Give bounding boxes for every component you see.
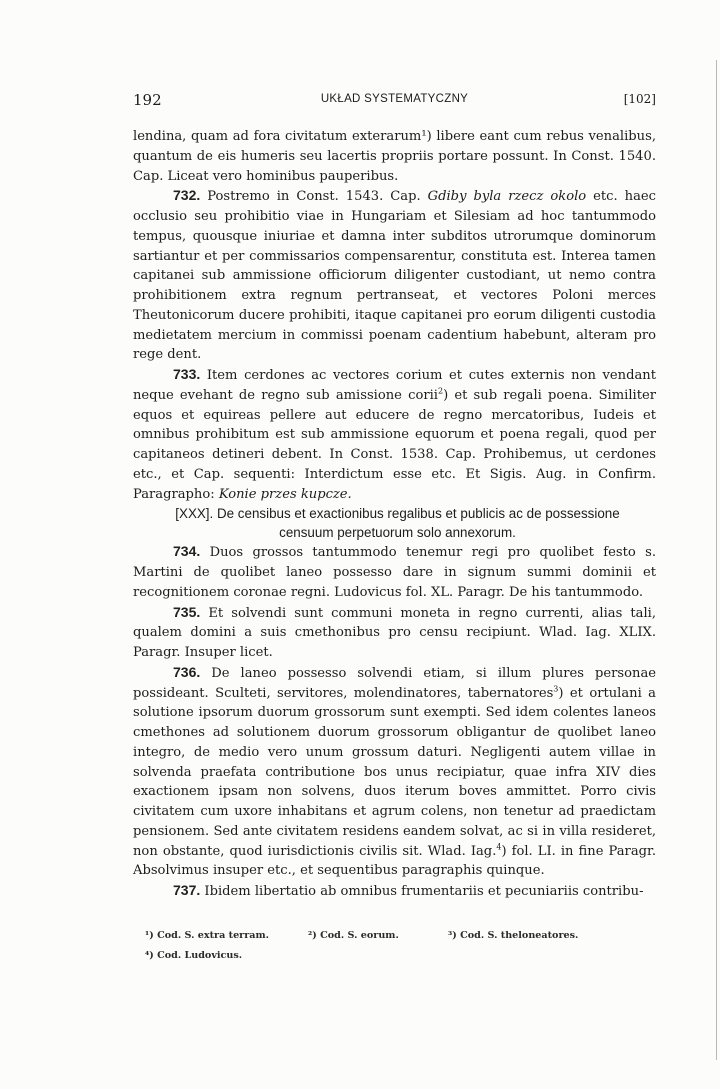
footnotes: [145, 926, 625, 966]
running-title: UKŁAD SYSTEMATYCZNY: [320, 93, 469, 105]
polish-incipit: Gdiby byla rzecz okolo: [427, 189, 587, 205]
paragraph-734: [133, 542, 656, 602]
paragraph-text: ) fol. LI. in fine Paragr. Absolvimus insuper etc., et sequentibus paragraphis quinque.: [133, 843, 656, 879]
paragraph-number: 736 .: [173, 664, 200, 680]
paragraph-number: 732 .: [173, 187, 200, 203]
page-edge-line: [716, 60, 717, 1060]
footnote-1: ¹) Cod. S. extra terram.: [145, 930, 269, 941]
polish-incipit: Konie przes kupcze.: [218, 486, 352, 502]
paragraph-text: Ibidem libertatio ab omnibus frumentariis et pecuniariis contribu-: [200, 884, 644, 899]
paragraph-text: Duos grossos tantummodo tenemur regi pro quolibet festo s. Martini de quolibet laneo possesso dare in signum summi dominii et recognitionem coronae regni. Ludovicus fol. XL. Paragr. De his tantummodo.: [133, 545, 656, 600]
paragraph-continued: lendina, quam ad fora civitatum exterarum¹) libere eant cum rebus venalibus, quantum de eis humeris seu lacertis propriis portare possunt. In Const. 1540. Cap. Liceat vero hominibus pauperibus.: [133, 129, 656, 184]
paragraph-number: 737 .: [173, 882, 200, 898]
paragraph-text: Et solvendi sunt communi moneta in regno currenti, alias tali, qualem domini a suis cmethonibus pro censu recipiunt. Wlad. Iag. XLIX. Paragr. Insuper licet.: [133, 605, 656, 660]
footnote-3: ³) Cod. S. theloneatores.: [448, 930, 579, 941]
footnote-ref: 2: [437, 386, 444, 396]
page-number: 192: [133, 91, 162, 109]
section-number: [102]: [623, 92, 656, 106]
paragraph-text: ) et ortulani a solutione ipsorum duorum grossorum sunt exempti. Sed idem colentes laneos cmethones ad solutionem duorum grossorum obligantur de quolibet laneo integro, de medio vero unum grossum daturi. Negligenti autem villae in solvenda praefata contributione bos unus recipiatur, quae infra XIV dies exactionem ipsam non solvens, duos iterum boves ammittet. Porro civis civitatem cum uxore inhabitans et agrum colens, non tenetur ad praedictam pensionem. Sed ante civitatem residens eandem solvat, ac si in villa resideret, non obstante, quod iurisdictionis civilis sit. Wlad. Iag.: [133, 685, 656, 859]
paragraph-737: [133, 881, 656, 902]
paragraph-text: Postremo in Const. 1543. Cap.: [200, 189, 428, 205]
paragraph-735: [133, 603, 656, 663]
paragraph-number: 735 .: [173, 604, 200, 620]
section-heading: [XXX]. De censibus et exactionibus regalibus et publicis ac de possessione censuum perpetuorum solo annexorum.: [175, 506, 620, 541]
body-text: [133, 127, 656, 902]
footnote-ref: 3: [553, 684, 559, 694]
running-header: [133, 91, 656, 111]
footnote-2: ²) Cod. S. eorum.: [308, 930, 399, 941]
footnote-ref: 4: [496, 842, 502, 852]
paragraph-number: 733 .: [173, 366, 200, 382]
footnote-4: ⁴) Cod. Ludovicus.: [145, 950, 243, 961]
paragraph-736: [133, 663, 656, 881]
paragraph-text: etc. haec occlusio seu prohibitio viae in Hungariam et Silesiam ad hoc tantummodo tempus, quousque iniuriae et damna inter subditos utrorumque dominorum sartiantur et per commissarios compensarentur, constituta est. Interea tamen capitanei sub ammissione officiorum diligenter custodiant, ut nemo contra prohibitionem extra regnum pertranseat, et vectores Poloni merces Theutonicorum ducere prohibiti, itaque capitanei pro eorum diligenti custodia medietatem mercium in commissi poenam cadentium habebunt, alteram pro rege dent.: [133, 189, 656, 363]
footnote-row: [145, 926, 625, 946]
paragraph-text: Item cerdones ac vectores corium et cutes externis non vendant neque evehant de regno sub amissione corii: [133, 368, 656, 403]
paragraph-733: [133, 365, 656, 504]
paragraph-text: De laneo possesso solvendi etiam, si illum plures personae possideant. Sculteti, servitores, molendinatores, tabernatores: [133, 665, 656, 701]
paragraph-732: [133, 186, 656, 365]
paragraph-number: 734 .: [173, 543, 200, 559]
footnote-row: [145, 946, 625, 966]
paragraph-text: ) et sub regali poena. Similiter equos et equireas pellere aut educere de regno mercatoribus, Iudeis et omnibus prohibitum est sub ammissione equorum et poena regali, quod per capitaneos detineri debent. In Const. 1538. Cap. Prohibemus, ut cerdones etc., et Cap. sequenti: Interdictum esse etc. Et Sigis. Aug. in Confirm. Paragrapho:: [133, 387, 656, 502]
